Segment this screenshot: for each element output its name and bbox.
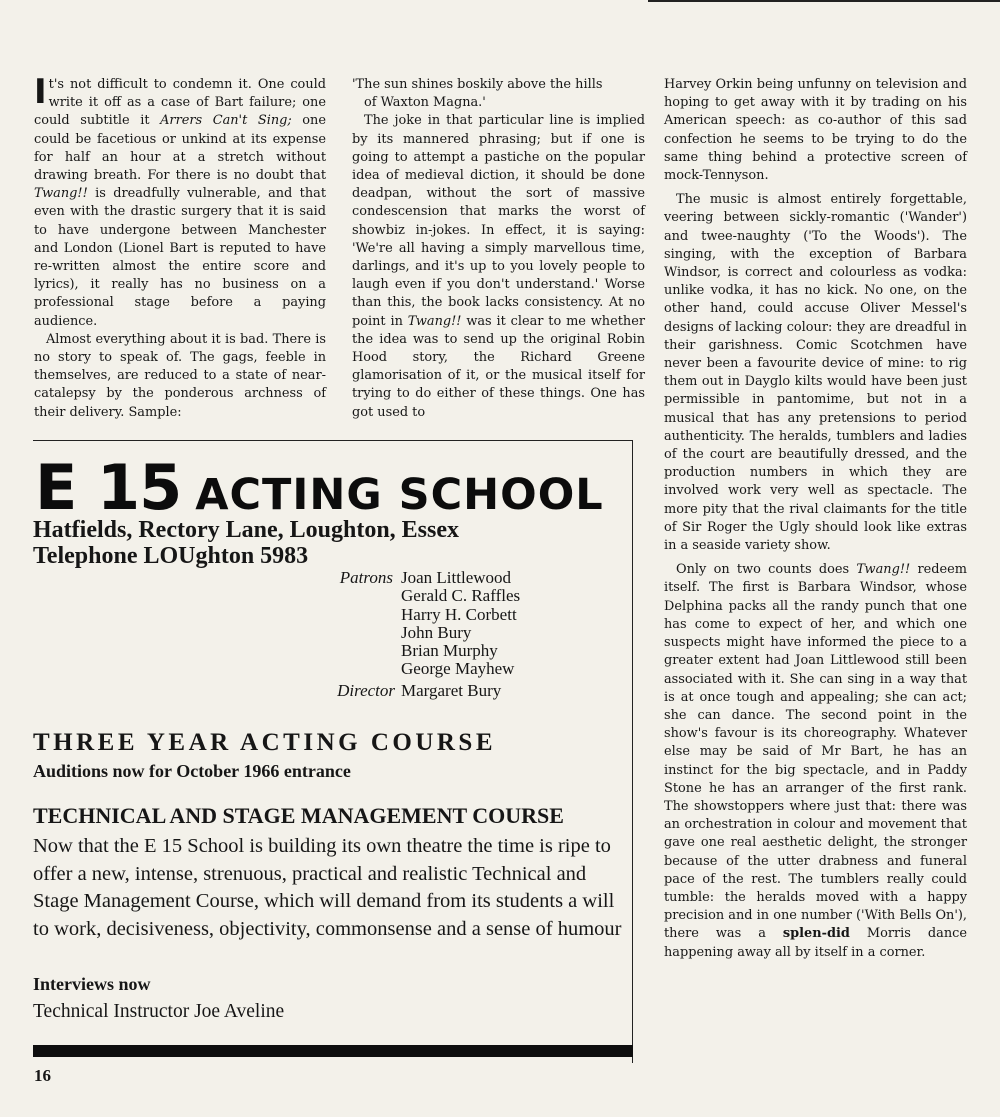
technical-course-description: Now that the E 15 School is building its own theatre the time is ripe to offer a new, intense, strenuous, practical and realistic Technical and Stage Management Course, which will demand from its students a will to work, decisiveness, objectivity, commonsense and a sense of humour (33, 835, 622, 940)
article-paragraph: It's not difficult to condemn it. One could write it off as a case of Bart failure; one could subtitle it Arrers Can't Sing; one could be facetious or unkind at its expense for half an hour at a stretch without drawing breath. For there is no doubt that Twang!! is dreadfully vulnerable, and that even with the drastic surgery that it is said to have undergone between Manchester and London (Lionel Bart is reputed to have re-written almost the entire score and lyrics), it really has no business on a professional stage before a paying audience. (34, 72, 326, 329)
patron-name: Harry H. Corbett (401, 604, 517, 624)
director-line (337, 681, 502, 701)
technical-course-title: TECHNICAL AND STAGE MANAGEMENT COURSE (33, 803, 564, 828)
director-label: Director (337, 681, 395, 700)
patron-name: John Bury (401, 622, 472, 642)
patron-name: Joan Littlewood (401, 568, 512, 587)
article-column-2 (352, 76, 645, 422)
interviews-notice: Interviews now (33, 974, 151, 994)
article-paragraph: Only on two counts does Twang!! redeem itself. The first is Barbara Windsor, whose Delphina packs all the randy punch that one has come to expect of her, and which one suspects might have informed the piece to a greater extent had Joan Littlewood still been associated with it. She can sing in a way that is at once tough and appealing; she can act; she can dance. The second point in the show's favour is its choreography. Whatever else may be said of Mr Bart, he has an instinct for the big spectacle, and in Paddy Stone he has an arranger of the first rank. The showstoppers where just that: there was an orchestration in colour and movement that gave one real aesthetic delight, the stronger because of the utter drabness and funeral pace of the rest. The tumblers really could tumble: the heralds moved with a happy precision and in one number ('With Bells On'), there was a splen-did Morris dance happening away all by itself in a corner. (664, 562, 968, 960)
patron-name: George Mayhew (401, 659, 515, 679)
patron-name: Gerald C. Raffles (401, 586, 521, 606)
ad-address: Hatfields, Rectory Lane, Loughton, Essex Telephone LOUghton 5983 (33, 517, 459, 569)
article-column-3 (664, 76, 967, 962)
patron-name: Brian Murphy (401, 641, 498, 661)
article-paragraph: The music is almost entirely forgettable, veering between sickly-romantic ('Wander') and twee-naughty ('To the Woods'). The singing, with the exception of Barbara Windsor, is correct and colourless as vodka: unlike vodka, it has no kick. No one, on the other hand, could accuse Oliver Messel's designs of lacking colour: they are dreadful in their garishness. Comic Scotchmen have never been a favourite device of mine: to rig them out in Dayglo kilts would have been just permissible in pantomime, but not in a musical that has any pretensions to period authenticity. The heralds, tumblers and ladies of the court are beautifully dressed, and the production numbers in which they are involved work very well as spectacle. The more pity that the rival claimants for the title of Sir Roger the Ugly should look like extras in a seaside variety show. (664, 192, 967, 554)
acting-course-title: THREE YEAR ACTING COURSE (33, 729, 497, 756)
article-paragraph: Harvey Orkin being unfunny on television and hoping to get away with it by trading on his American speech: as co-author of this sad confection he seems to be trying to do the same thing behind a protective screen of mock-Tennyson. (664, 77, 967, 184)
top-rule (648, 0, 1000, 2)
technical-instructor: Technical Instructor Joe Aveline (33, 1001, 285, 1022)
e15-advertisement (33, 440, 633, 1063)
ad-title: E 15 ACTING SCHOOL (35, 451, 604, 524)
ad-bottom-bar (33, 1045, 633, 1057)
quote-block: 'The sun shines boskily above the hills of Waxton Magna.' (352, 77, 603, 111)
patrons-list (339, 568, 521, 679)
page-number: 16 (34, 1066, 51, 1085)
auditions-notice: Auditions now for October 1966 entrance (33, 761, 351, 781)
article-paragraph: Almost everything about it is bad. There is no story to speak of. The gags, feeble in themselves, are reduced to a state of near-catalepsy by the ponderous archness of their delivery. Sample: (34, 331, 326, 420)
director-name: Margaret Bury (401, 681, 502, 700)
patrons-label: Patrons (339, 568, 393, 587)
article-column-1 (34, 72, 326, 422)
drop-cap: I (34, 72, 47, 112)
article-paragraph: The joke in that particular line is implied by its mannered phrasing; but if one is going to attempt a pastiche on the popular idea of medieval diction, it should be done deadpan, without the sort of massive condescension that marks the worst of showbiz in-jokes. In effect, it is saying: 'We're all having a simply marvellous time, darlings, and it's up to you lovely people to laugh even if you don't understand.' Worse than this, the book lacks consistency. At no point in Twang!! was it clear to me whether the idea was to send up the original Robin Hood story, the Richard Greene glamorisation of it, or the musical itself for trying to do either of these things. One has got used to (352, 113, 645, 420)
